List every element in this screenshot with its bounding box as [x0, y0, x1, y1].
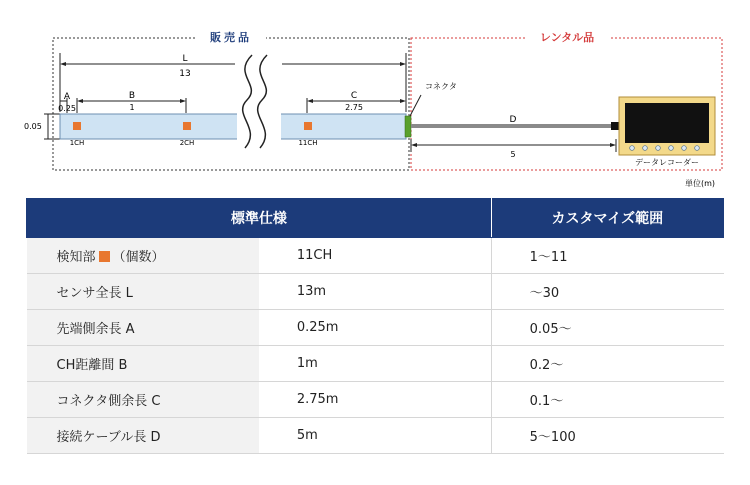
row-value: 1m — [259, 346, 491, 382]
row-value: 5m — [259, 418, 491, 454]
dim-A-letter: A — [63, 92, 71, 102]
spec-table — [26, 198, 724, 454]
row-item-label: 検知部 — [56, 250, 96, 265]
table-header-row — [27, 199, 724, 238]
recorder-screen — [625, 103, 709, 143]
table-row — [27, 382, 724, 418]
row-value: 11CH — [259, 238, 491, 274]
dim-thickness-value: 0.05 — [24, 122, 42, 131]
row-item — [27, 238, 259, 274]
table-row — [27, 274, 724, 310]
row-range: 0.1～ — [491, 382, 723, 418]
recorder-button — [643, 146, 648, 151]
sensor-diagram — [0, 0, 750, 195]
row-value: 2.75m — [259, 382, 491, 418]
unit-label: 単位(m) — [684, 179, 715, 188]
table-row — [27, 346, 724, 382]
detector-2ch — [183, 122, 191, 130]
sensor-body — [60, 114, 406, 139]
recorder-button — [695, 146, 700, 151]
header-standard-spec: 標準仕様 — [27, 199, 492, 238]
connector — [405, 116, 411, 137]
detector-1ch — [73, 122, 81, 130]
recorder-button — [682, 146, 687, 151]
dim-B-value: 1 — [129, 103, 135, 112]
row-item: 先端側余長 A — [27, 310, 259, 346]
detector-square-icon — [99, 251, 110, 262]
recorder-button — [656, 146, 661, 151]
dim-D-value: 5 — [510, 150, 516, 159]
row-range: 0.2～ — [491, 346, 723, 382]
row-range: 5～100 — [491, 418, 723, 454]
dim-D-letter: D — [509, 115, 517, 125]
sold-region-label: 販売品 — [210, 31, 252, 44]
row-item: センサ全長 L — [27, 274, 259, 310]
channel-label-3: 11CH — [298, 139, 318, 147]
row-item: CH距離間 B — [27, 346, 259, 382]
row-item-suffix: （個数） — [112, 250, 165, 265]
dim-C-letter: C — [350, 91, 358, 101]
table-row — [27, 418, 724, 454]
dim-B-letter: B — [128, 91, 136, 101]
row-value: 13m — [259, 274, 491, 310]
row-range: 0.05～ — [491, 310, 723, 346]
connector-label: コネクタ — [425, 82, 457, 91]
cable-plug — [611, 122, 619, 130]
recorder-button — [630, 146, 635, 151]
row-range: 1～11 — [491, 238, 723, 274]
row-value: 0.25m — [259, 310, 491, 346]
row-range: ～30 — [491, 274, 723, 310]
recorder-button — [669, 146, 674, 151]
dim-L-value: 13 — [179, 69, 191, 79]
dim-L-letter: L — [182, 54, 188, 64]
dim-C-value: 2.75 — [345, 103, 363, 112]
table-row — [27, 238, 724, 274]
dim-A-value: 0.25 — [58, 104, 76, 113]
header-custom-range: カスタマイズ範囲 — [491, 199, 723, 238]
rental-region-label: レンタル品 — [539, 31, 595, 44]
channel-label-1: 1CH — [69, 139, 85, 147]
row-item: 接続ケーブル長 D — [27, 418, 259, 454]
recorder-label: データレコーダー — [635, 158, 699, 167]
table-row — [27, 310, 724, 346]
row-item: コネクタ側余長 C — [27, 382, 259, 418]
detector-11ch — [304, 122, 312, 130]
channel-label-2: 2CH — [179, 139, 195, 147]
